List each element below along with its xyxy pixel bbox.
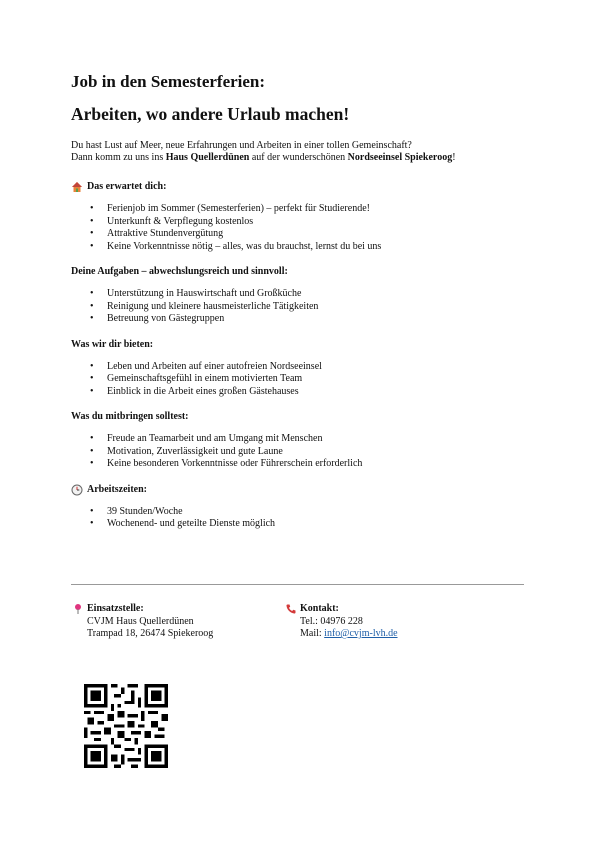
- list-item: • Freude an Teamarbeit und am Umgang mit Menschen: [71, 433, 526, 446]
- contact-label-text: Kontakt:: [300, 603, 339, 614]
- page-subtitle: Arbeiten, wo andere Urlaub machen!: [71, 104, 350, 124]
- list-item: • Leben und Arbeiten auf einer autofreien Nordseeinsel: [71, 361, 526, 374]
- contact-label: [285, 603, 485, 616]
- intro-line-2-prefix: Dann komm zu uns ins: [71, 152, 166, 163]
- contact-phone: Tel.: 04976 228: [300, 615, 363, 627]
- list-hours: [71, 506, 526, 531]
- location-name: CVJM Haus Quellerdünen: [87, 615, 194, 627]
- list-item: • Gemeinschaftsgefühl in einem motivierten Team: [71, 373, 526, 386]
- location-block: [72, 603, 272, 641]
- section-heading-label: Arbeitszeiten:: [87, 483, 147, 495]
- list-item: • 39 Stunden/Woche: [71, 506, 526, 519]
- intro-island: Nordseeinsel Spiekeroog: [347, 152, 453, 163]
- document-body: [71, 72, 526, 544]
- page-title: Job in den Semesterferien:: [71, 72, 266, 91]
- phone-icon: [285, 603, 297, 615]
- intro-line-2: [71, 152, 526, 164]
- intro-line-1: Du hast Lust auf Meer, neue Erfahrungen und Arbeiten in einer tollen Gemeinschaft?: [71, 140, 412, 151]
- location-label-text: Einsatzstelle:: [87, 603, 144, 614]
- intro-place: Haus Quellerdünen: [165, 152, 250, 163]
- list-expectations: [71, 203, 526, 253]
- section-heading-label: Deine Aufgaben – abwechslungsreich und sinnvoll:: [71, 266, 288, 277]
- list-item: • Attraktive Stundenvergütung: [71, 228, 526, 241]
- house-icon: [71, 181, 83, 193]
- list-item: • Reinigung und kleinere hausmeisterliche Tätigkeiten: [71, 301, 526, 314]
- location-address: Trampad 18, 26474 Spiekeroog: [87, 628, 214, 639]
- qr-code-icon[interactable]: [84, 684, 168, 768]
- contact-mail-prefix: Mail:: [300, 628, 325, 639]
- list-item: • Unterstützung in Hauswirtschaft und Großküche: [71, 288, 526, 301]
- list-item: • Betreuung von Gästegruppen: [71, 313, 526, 326]
- intro-line-2-suffix: !: [452, 152, 456, 163]
- section-heading-label: Das erwartet dich:: [87, 181, 167, 192]
- intro-text: [71, 140, 526, 164]
- section-heading-label: Was wir dir bieten:: [71, 338, 154, 350]
- section-heading-requirements: [71, 411, 526, 423]
- list-requirements: [71, 433, 526, 471]
- list-item: • Motivation, Zuverlässigkeit und gute Laune: [71, 446, 526, 459]
- section-heading-label: Was du mitbringen solltest:: [71, 411, 189, 422]
- list-offer: [71, 361, 526, 399]
- section-heading-tasks: [71, 266, 526, 278]
- pin-icon: [72, 603, 84, 615]
- list-tasks: [71, 288, 526, 326]
- list-item: • Wochenend- und geteilte Dienste möglich: [71, 518, 526, 531]
- list-item: • Einblick in die Arbeit eines großen Gästehauses: [71, 386, 526, 399]
- intro-line-2-middle: auf der wunderschönen: [249, 152, 348, 163]
- contact-mail-link[interactable]: info@cvjm-lvh.de: [324, 628, 398, 639]
- section-heading-offer: [71, 339, 526, 351]
- list-item: • Keine Vorkenntnisse nötig – alles, was du brauchst, lernst du bei uns: [71, 241, 526, 254]
- list-item: • Unterkunft & Verpflegung kostenlos: [71, 216, 526, 229]
- list-item: • Keine besonderen Vorkenntnisse oder Führerschein erforderlich: [71, 458, 526, 471]
- section-heading-expectations: [71, 181, 526, 193]
- list-item: • Ferienjob im Sommer (Semesterferien) – perfekt für Studierende!: [71, 203, 526, 216]
- contact-mail-row: [285, 628, 485, 641]
- section-heading-hours: [71, 484, 526, 496]
- footer-divider: [71, 584, 524, 585]
- contact-block: [285, 603, 485, 641]
- clock-icon: [71, 484, 83, 496]
- location-label: [72, 603, 272, 616]
